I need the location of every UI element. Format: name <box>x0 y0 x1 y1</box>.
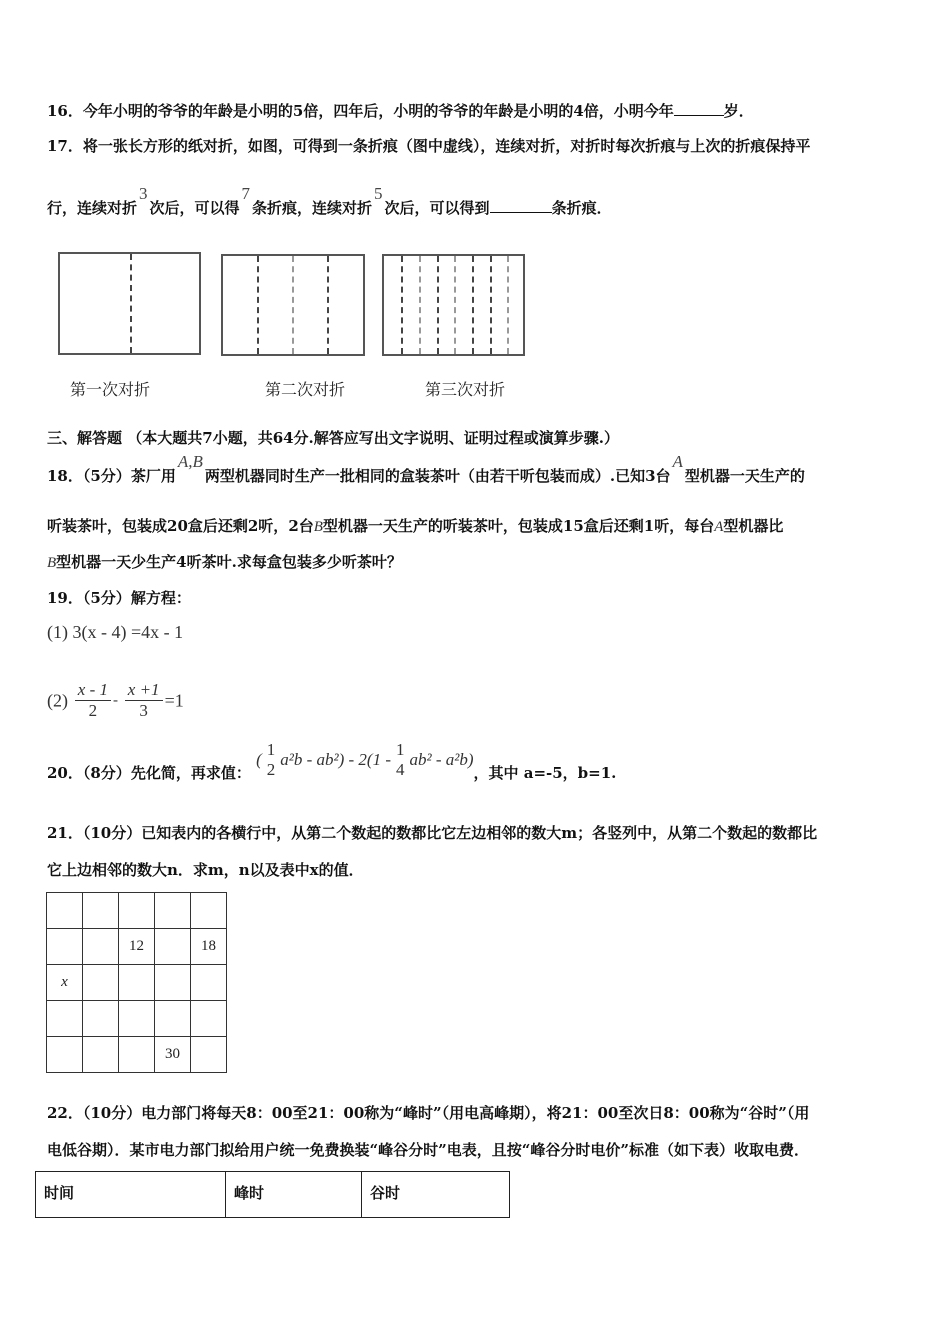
q17-text: 条折痕． <box>551 199 612 217</box>
grid-cell: 18 <box>191 929 227 965</box>
header-time: 时间 <box>36 1172 226 1218</box>
fraction <box>264 740 279 780</box>
fold-figure-3-label: 第三次对折 <box>425 380 506 399</box>
question-18-line3 <box>47 552 402 573</box>
question-22-line2 <box>47 1140 809 1160</box>
q18-text: 型机器一天生产的 <box>684 467 805 485</box>
rhs: =1 <box>164 690 184 711</box>
denominator: 2 <box>88 701 98 720</box>
section-note: （本大题共7小题，共64分.解答应写出文字说明、证明过程或演算步骤.） <box>127 429 620 447</box>
grid-cell <box>191 1037 227 1073</box>
grid-cell <box>191 965 227 1001</box>
q19-number: 19． <box>47 589 83 607</box>
section-3-header <box>47 428 619 448</box>
q18-var-b: B <box>313 519 323 535</box>
denominator: 4 <box>395 760 405 779</box>
q17-text: 行，连续对折 <box>47 199 138 217</box>
grid-cell <box>83 965 119 1001</box>
grid-cell <box>83 893 119 929</box>
question-18-line2 <box>47 516 783 537</box>
q18-number: 18． <box>47 467 83 485</box>
fraction <box>75 680 111 721</box>
q18-var-ab: A,B <box>177 452 203 471</box>
question-16 <box>47 101 754 121</box>
price-table-header-row <box>36 1172 510 1218</box>
q19-title: 解方程： <box>130 589 191 607</box>
q22-score: （10分） <box>82 1104 142 1122</box>
expr-part: a²b - ab²) - 2(1 - <box>280 750 391 769</box>
grid-row <box>47 1037 227 1073</box>
grid-cell: 30 <box>155 1037 191 1073</box>
grid-cell <box>83 929 119 965</box>
crease-line <box>292 256 294 354</box>
q17-number: 17． <box>47 137 83 155</box>
q18-var-b: B <box>47 555 57 571</box>
denominator: 2 <box>266 760 276 779</box>
grid-cell <box>47 893 83 929</box>
q17-line1: 将一张长方形的纸对折，如图，可得到一条折痕（图中虚线），连续对折，对折时每次折痕与上次的折痕保持平 <box>82 137 811 155</box>
grid-row <box>47 965 227 1001</box>
crease-line <box>472 256 474 354</box>
eq-label: (2) <box>47 690 68 711</box>
q17-text: 次后，可以得 <box>149 199 240 217</box>
numerator: 1 <box>266 740 276 759</box>
grid-cell <box>155 1001 191 1037</box>
q21-text: 已知表内的各横行中，从第二个数起的数都比它左边相邻的数大m；各竖列中，从第二个数起的数都比 <box>141 824 818 842</box>
crease-line <box>490 256 492 354</box>
grid-cell <box>83 1001 119 1037</box>
grid-cell <box>83 1037 119 1073</box>
numerator: 1 <box>395 740 405 759</box>
grid-cell <box>155 929 191 965</box>
question-19 <box>47 588 191 608</box>
q22-number: 22． <box>47 1104 83 1122</box>
q17-text: 次后，可以得到 <box>384 199 490 217</box>
question-22-line1 <box>47 1103 809 1123</box>
question-18-line1 <box>47 452 805 486</box>
price-table <box>35 1171 510 1218</box>
fold-figure-1-label: 第一次对折 <box>70 380 151 399</box>
grid-cell <box>155 965 191 1001</box>
grid-cell <box>191 1001 227 1037</box>
header-valley: 谷时 <box>362 1172 510 1218</box>
grid-cell <box>119 893 155 929</box>
q16-number: 16． <box>47 102 83 120</box>
crease-line <box>507 256 509 354</box>
grid-row <box>47 1001 227 1037</box>
question-17-line1 <box>47 136 810 156</box>
grid-cell <box>119 1037 155 1073</box>
q18-text: 型机器比 <box>723 517 784 535</box>
grid-cell <box>47 1037 83 1073</box>
grid-row <box>47 929 227 965</box>
numerator: x - 1 <box>75 680 111 701</box>
question-17-line2 <box>47 184 612 218</box>
crease-line <box>419 256 421 354</box>
fold-figure-2 <box>221 254 365 356</box>
q16-text-after: 岁． <box>723 102 754 120</box>
q18-text: 听装茶叶，包装成20盒后还剩2听，2台 <box>47 517 314 535</box>
grid-cell: 12 <box>119 929 155 965</box>
fraction <box>125 680 163 721</box>
crease-line <box>257 256 259 354</box>
q17-sup-7: 7 <box>241 184 251 203</box>
fold-figure-1 <box>58 252 201 355</box>
q18-var-a: A <box>672 452 683 471</box>
q17-text: 条折痕，连续对折 <box>252 199 373 217</box>
paren: ( <box>256 750 262 769</box>
header-peak: 峰时 <box>226 1172 362 1218</box>
q18-score: （5分） <box>82 467 131 485</box>
crease-line <box>130 254 132 353</box>
answer-blank-16[interactable] <box>674 101 724 116</box>
question-21-line2 <box>47 860 364 880</box>
q21-number: 21． <box>47 824 83 842</box>
grid-cell <box>119 965 155 1001</box>
q22-text: 电力部门将每天8：00至21：00称为“峰时”（用电高峰期），将21：00至次日8：00称为“谷时”（用 <box>141 1104 810 1122</box>
crease-line <box>437 256 439 354</box>
fraction <box>393 740 408 780</box>
section-title: 三、解答题 <box>47 429 123 447</box>
grid-cell <box>47 929 83 965</box>
grid-row <box>47 893 227 929</box>
grid-cell <box>155 893 191 929</box>
q18-text: 型机器一天少生产4听茶叶.求每盒包装多少听茶叶？ <box>56 553 402 571</box>
q17-sup-3: 3 <box>139 184 148 203</box>
q17-sup-5: 5 <box>374 184 383 203</box>
eq-label: (1) <box>47 622 68 642</box>
crease-line <box>401 256 403 354</box>
q21-text: 它上边相邻的数大n．求m，n以及表中x的值． <box>47 861 364 879</box>
q22-text: 电低谷期）．某市电力部门拟给用户统一免费换装“峰谷分时”电表，且按“峰谷分时电价”标准（如下表）收取电费． <box>47 1141 810 1159</box>
fold-figure-3 <box>382 254 525 356</box>
numerator: x +1 <box>125 680 163 701</box>
q16-text: 今年小明的爷爷的年龄是小明的5倍，四年后，小明的爷爷的年龄是小明的4倍，小明今年 <box>82 102 674 120</box>
q18-text: 型机器一天生产的听装茶叶，包装成15盒后还剩1听，每台 <box>322 517 715 535</box>
grid-cell <box>191 893 227 929</box>
crease-line <box>454 256 456 354</box>
grid-cell: x <box>47 965 83 1001</box>
q19-equation-2 <box>47 680 184 721</box>
q20-number: 20． <box>47 764 83 782</box>
answer-blank-17[interactable] <box>490 198 552 213</box>
fold-figure-2-label: 第二次对折 <box>265 380 346 399</box>
question-21-line1 <box>47 823 817 843</box>
crease-line <box>327 256 329 354</box>
eq-text: 3(x - 4) =4x - 1 <box>72 622 184 642</box>
q20-condition: ，其中 a=-5，b=1. <box>473 764 617 782</box>
q20-score: （8分） <box>82 764 131 782</box>
denominator: 3 <box>139 701 148 720</box>
number-grid <box>46 892 227 1073</box>
expr-part: ab² - a²b) <box>409 750 474 769</box>
q19-equation-1 <box>47 622 183 642</box>
grid-cell <box>47 1001 83 1037</box>
question-20 <box>47 740 616 783</box>
q18-text: 茶厂用 <box>130 467 176 485</box>
q18-text: 两型机器同时生产一批相同的盒装茶叶（由若干听包装而成）.已知3台 <box>204 467 671 485</box>
q19-score: （5分） <box>82 589 131 607</box>
q20-title: 先化简，再求值： <box>130 764 251 782</box>
q21-score: （10分） <box>82 824 142 842</box>
minus: - <box>113 692 118 709</box>
q18-var-a: A <box>714 519 724 535</box>
grid-cell <box>119 1001 155 1037</box>
